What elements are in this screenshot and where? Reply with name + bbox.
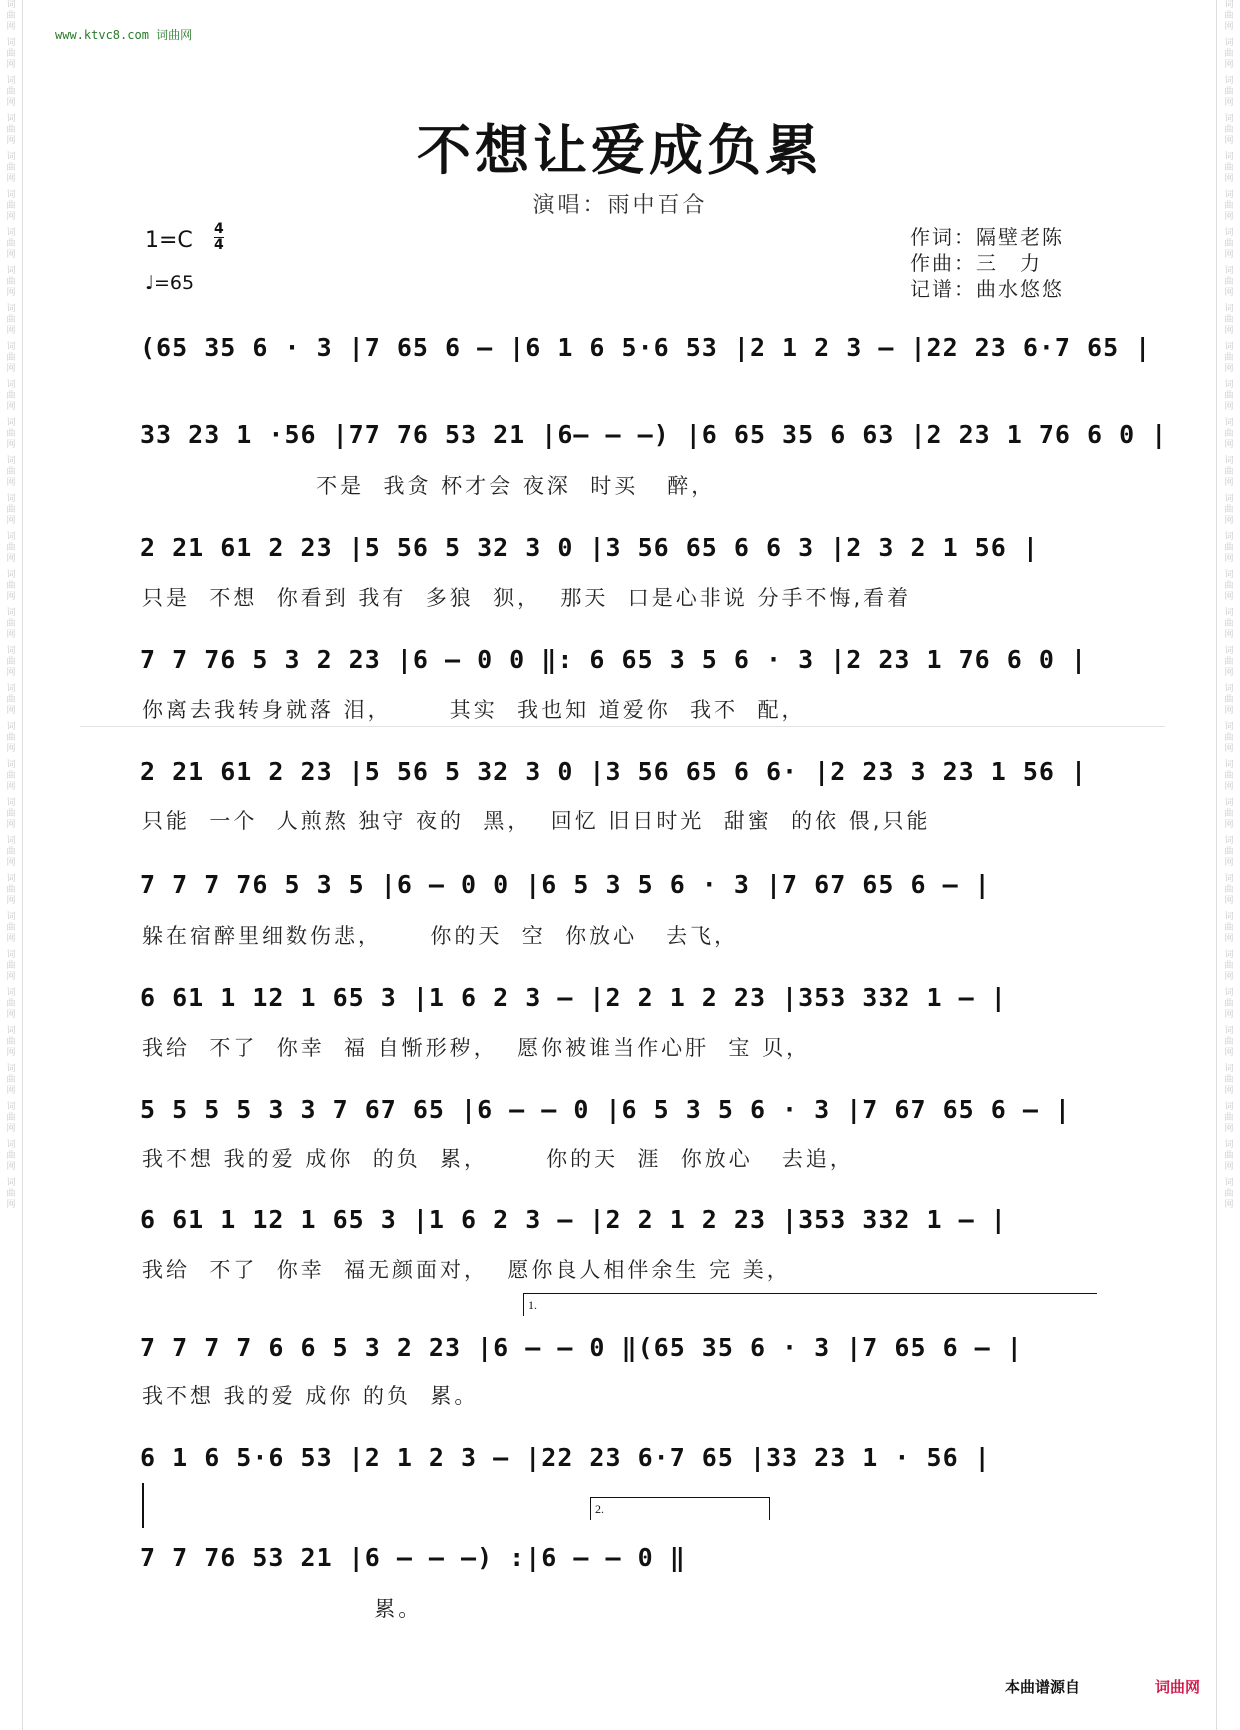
left-watermark-strip	[4, 0, 18, 1730]
watermark-text: 词曲网	[6, 418, 16, 450]
watermark-text: 词曲网	[6, 304, 16, 336]
score-row: 5 5 5 5 3 3 7 67 65 |6 – – 0 |6 5 3 5 6 · 3 |7 67 65 6 – |	[140, 1095, 1071, 1124]
lyric-row: 我不想 我的爱 成你 的负 累。	[142, 1384, 479, 1408]
watermark-text: 词曲网	[1224, 912, 1234, 944]
watermark-text: 词曲网	[1224, 1064, 1234, 1096]
score-row: 6 1 6 5·6 53 |2 1 2 3 – |22 23 6·7 65 |33 23 1 · 56 |	[140, 1443, 991, 1472]
lyric-row: 累。	[142, 1597, 423, 1621]
right-watermark-strip	[1222, 0, 1236, 1730]
composer: 作曲：三 力	[910, 251, 1042, 275]
system-bracket	[142, 1483, 144, 1528]
watermark-text: 词曲网	[1224, 798, 1234, 830]
watermark-text: 词曲网	[6, 874, 16, 906]
watermark-text: 词曲网	[1224, 494, 1234, 526]
watermark-text: 词曲网	[6, 228, 16, 260]
watermark-text: 词曲网	[6, 570, 16, 602]
watermark-text: 词曲网	[1224, 190, 1234, 222]
watermark-text: 词曲网	[1224, 836, 1234, 868]
footer-site-link[interactable]: 词曲网	[1155, 1678, 1201, 1696]
watermark-text: 词曲网	[6, 646, 16, 678]
watermark-text: 词曲网	[1224, 532, 1234, 564]
watermark-text: 词曲网	[6, 1102, 16, 1134]
watermark-text: 词曲网	[6, 380, 16, 412]
score-row: (65 35 6 · 3 |7 65 6 – |6 1 6 5·6 53 |2 1 2 3 – |22 23 6·7 65 |	[140, 333, 1152, 362]
lyric-row: 只是 不想 你看到 我有 多狼 狈， 那天 口是心非说 分手不悔,看着	[142, 586, 912, 610]
watermark-text: 词曲网	[6, 342, 16, 374]
watermark-text: 词曲网	[6, 494, 16, 526]
watermark-text: 词曲网	[1224, 304, 1234, 336]
credits	[910, 224, 1064, 302]
watermark-text: 词曲网	[6, 532, 16, 564]
score-row: 7 7 7 7 6 6 5 3 2 23 |6 – – 0 ‖(65 35 6 · 3 |7 65 6 – |	[140, 1333, 1023, 1362]
left-margin-line	[22, 0, 23, 1730]
key-signature: 1=C	[145, 228, 193, 253]
watermark-text: 词曲网	[6, 1026, 16, 1058]
score-row: 6 61 1 12 1 65 3 |1 6 2 3 – |2 2 1 2 23 |353 332 1 – |	[140, 1205, 1007, 1234]
watermark-text: 词曲网	[6, 988, 16, 1020]
score-row: 7 7 76 5 3 2 23 |6 – 0 0 ‖: 6 65 3 5 6 · 3 |2 23 1 76 6 0 |	[140, 645, 1088, 674]
watermark-text: 词曲网	[6, 912, 16, 944]
watermark-text: 词曲网	[6, 1178, 16, 1210]
footer-source-label: 本曲谱源自	[1005, 1678, 1081, 1696]
watermark-text: 词曲网	[6, 190, 16, 222]
watermark-text: 词曲网	[1224, 38, 1234, 70]
lyric-row: 不是 我贪 杯才会 夜深 时买 醉，	[142, 474, 716, 498]
watermark-text: 词曲网	[1224, 152, 1234, 184]
transcriber: 记谱：曲水悠悠	[910, 277, 1064, 301]
watermark-text: 词曲网	[1224, 114, 1234, 146]
watermark-text: 词曲网	[6, 1064, 16, 1096]
watermark-text: 词曲网	[1224, 76, 1234, 108]
watermark-text: 词曲网	[6, 608, 16, 640]
watermark-text: 词曲网	[1224, 1102, 1234, 1134]
watermark-text: 词曲网	[6, 722, 16, 754]
watermark-text: 词曲网	[1224, 418, 1234, 450]
score-row: 2 21 61 2 23 |5 56 5 32 3 0 |3 56 65 6 6· |2 23 3 23 1 56 |	[140, 757, 1088, 786]
watermark-text: 词曲网	[1224, 1140, 1234, 1172]
first-ending-bracket	[523, 1293, 1097, 1316]
watermark-text: 词曲网	[6, 266, 16, 298]
watermark-text: 词曲网	[1224, 380, 1234, 412]
site-url[interactable]: www.ktvc8.com 词曲网	[55, 28, 193, 42]
watermark-text: 词曲网	[1224, 1178, 1234, 1210]
watermark-text: 词曲网	[6, 684, 16, 716]
lyric-row: 只能 一个 人煎熬 独守 夜的 黑， 回忆 旧日时光 甜蜜 的依 偎,只能	[142, 809, 931, 833]
watermark-text: 词曲网	[6, 950, 16, 982]
watermark-text: 词曲网	[6, 114, 16, 146]
watermark-text: 词曲网	[6, 456, 16, 488]
watermark-text: 词曲网	[1224, 988, 1234, 1020]
score-row: 6 61 1 12 1 65 3 |1 6 2 3 – |2 2 1 2 23 |353 332 1 – |	[140, 983, 1007, 1012]
section-divider	[80, 726, 1165, 727]
watermark-text: 词曲网	[1224, 950, 1234, 982]
lyricist: 作词：隔壁老陈	[910, 225, 1064, 249]
second-ending-bracket	[590, 1497, 770, 1520]
time-signature	[214, 222, 224, 253]
score-row: 33 23 1 ·56 |77 76 53 21 |6– – –) |6 65 35 6 63 |2 23 1 76 6 0 |	[140, 420, 1168, 449]
lyric-row: 你离去我转身就落 泪， 其实 我也知 道爱你 我不 配，	[142, 698, 806, 722]
score-row: 7 7 7 76 5 3 5 |6 – 0 0 |6 5 3 5 6 · 3 |7 67 65 6 – |	[140, 870, 991, 899]
watermark-text: 词曲网	[1224, 760, 1234, 792]
watermark-text: 词曲网	[1224, 342, 1234, 374]
score-row: 7 7 76 53 21 |6 – – –) :|6 – – 0 ‖	[140, 1543, 686, 1572]
tempo-marking: ♩=65	[145, 272, 195, 294]
watermark-text: 词曲网	[1224, 722, 1234, 754]
singer-line: 演唱：雨中百合	[532, 193, 708, 218]
watermark-text: 词曲网	[6, 76, 16, 108]
watermark-text: 词曲网	[6, 0, 16, 32]
watermark-text: 词曲网	[1224, 570, 1234, 602]
watermark-text: 词曲网	[1224, 266, 1234, 298]
lyric-row: 我给 不了 你幸 福 自惭形秽， 愿你被谁当作心肝 宝 贝，	[142, 1036, 811, 1060]
first-ending-label: 1.	[528, 1298, 537, 1312]
watermark-text: 词曲网	[6, 38, 16, 70]
right-margin-line	[1216, 0, 1217, 1730]
watermark-text: 词曲网	[1224, 0, 1234, 32]
watermark-text: 词曲网	[6, 836, 16, 868]
watermark-text: 词曲网	[1224, 684, 1234, 716]
second-ending-label: 2.	[595, 1502, 604, 1516]
song-title: 不想让爱成负累	[417, 118, 823, 182]
watermark-text: 词曲网	[6, 152, 16, 184]
watermark-text: 词曲网	[1224, 456, 1234, 488]
watermark-text: 词曲网	[1224, 608, 1234, 640]
watermark-text: 词曲网	[1224, 646, 1234, 678]
watermark-text: 词曲网	[6, 798, 16, 830]
time-denominator: 4	[214, 237, 224, 253]
time-numerator: 4	[214, 221, 224, 237]
lyric-row: 我不想 我的爱 成你 的负 累， 你的天 涯 你放心 去追，	[142, 1147, 854, 1171]
watermark-text: 词曲网	[6, 760, 16, 792]
lyric-row: 我给 不了 你幸 福无颜面对， 愿你良人相伴余生 完 美，	[142, 1258, 791, 1282]
watermark-text: 词曲网	[1224, 1026, 1234, 1058]
score-row: 2 21 61 2 23 |5 56 5 32 3 0 |3 56 65 6 6 3 |2 3 2 1 56 |	[140, 533, 1039, 562]
watermark-text: 词曲网	[1224, 228, 1234, 260]
watermark-text: 词曲网	[1224, 874, 1234, 906]
watermark-text: 词曲网	[6, 1140, 16, 1172]
lyric-row: 躲在宿醉里细数伤悲， 你的天 空 你放心 去飞，	[142, 924, 739, 948]
